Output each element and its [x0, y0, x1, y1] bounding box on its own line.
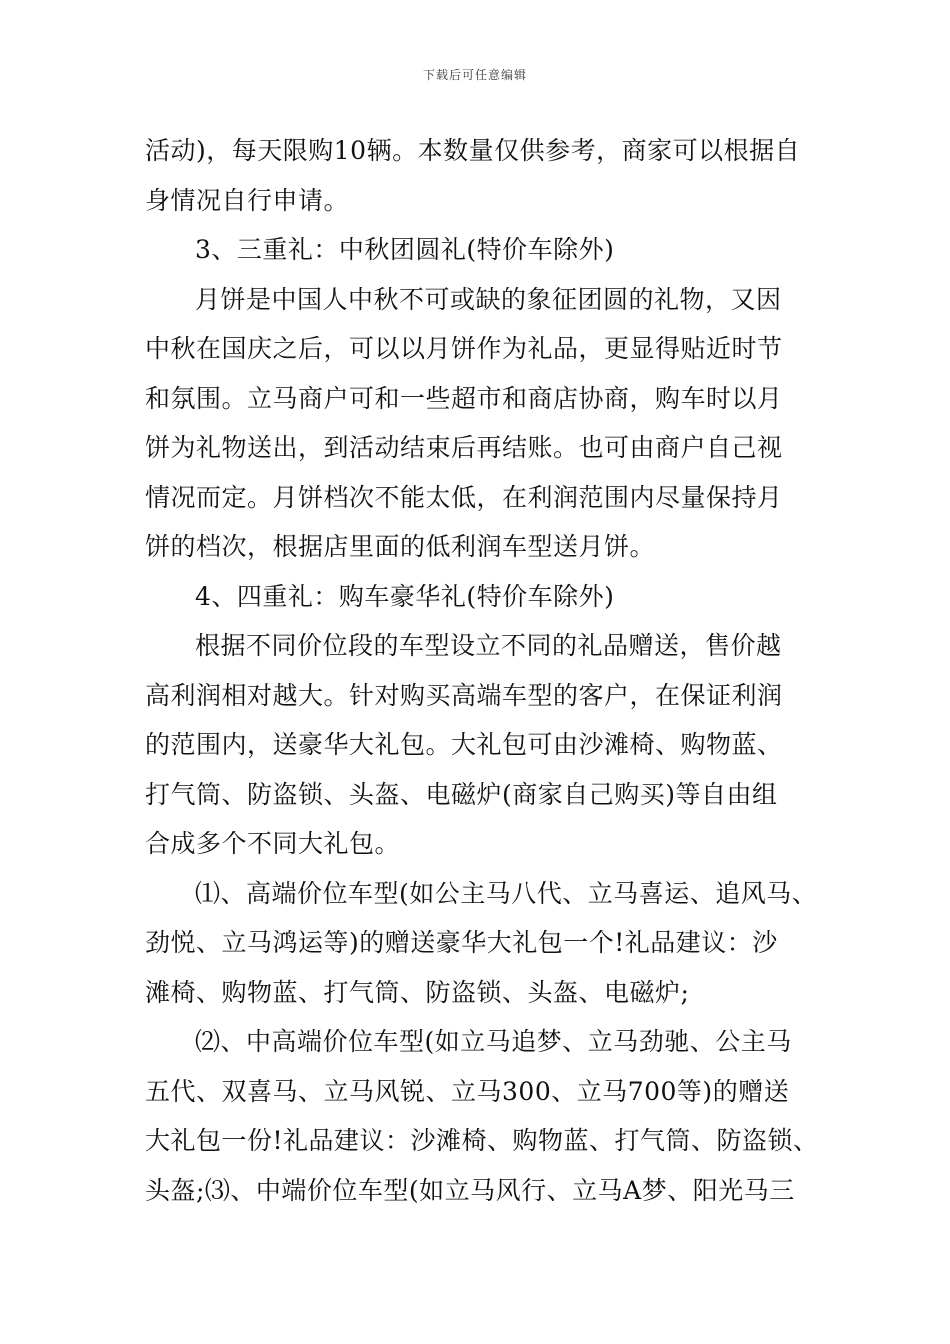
text-line: 打气筒、防盗锁、头盔、电磁炉(商家自己购买)等自由组 — [145, 779, 778, 809]
text-line: 情况而定。月饼档次不能太低，在利润范围内尽量保持月 — [145, 482, 783, 512]
text-line: 身情况自行申请。 — [145, 185, 350, 215]
page-header: 下载后可任意编辑 — [422, 68, 527, 82]
text-line: 大礼包一份!礼品建议：沙滩椅、购物蓝、打气筒、防盗锁、 — [145, 1126, 819, 1155]
text-line: 滩椅、购物蓝、打气筒、防盗锁、头盔、电磁炉; — [145, 977, 690, 1007]
section-heading-4: 4、四重礼：购车豪华礼(特价车除外) — [195, 581, 615, 611]
text-line: 五代、双喜马、立马风锐、立马300、立马700等)的赠送 — [145, 1076, 790, 1106]
list-item-2: ⑵、中高端价位车型(如立马追梦、立马劲驰、公主马 — [195, 1027, 792, 1056]
text-line: 的范围内，送豪华大礼包。大礼包可由沙滩椅、购物蓝、 — [145, 730, 783, 759]
text-line: 劲悦、立马鸿运等)的赠送豪华大礼包一个!礼品建议：沙 — [145, 928, 778, 957]
text-line: 月饼是中国人中秋不可或缺的象征团圆的礼物，又因 — [195, 284, 782, 314]
text-line: 合成多个不同大礼包。 — [145, 829, 401, 858]
text-line: 根据不同价位段的车型设立不同的礼品赠送，售价越 — [195, 631, 782, 660]
text-line: 中秋在国庆之后，可以以月饼作为礼品，更显得贴近时节 — [145, 334, 783, 363]
text-line: 饼为礼物送出，到活动结束后再结账。也可由商户自己视 — [145, 433, 783, 462]
text-line: 头盔;⑶、中端价位车型(如立马风行、立马A梦、阳光马三 — [145, 1175, 795, 1205]
list-item-1: ⑴、高端价位车型(如公主马八代、立马喜运、追风马、 — [195, 878, 818, 908]
section-heading-3: 3、三重礼：中秋团圆礼(特价车除外) — [195, 235, 615, 264]
text-line: 饼的档次，根据店里面的低利润车型送月饼。 — [145, 532, 656, 561]
text-line: 活动)，每天限购10辆。本数量仅供参考，商家可以根据自 — [145, 136, 801, 165]
document-body — [145, 126, 825, 1215]
text-line: 高利润相对越大。针对购买高端车型的客户，在保证利润 — [145, 680, 783, 710]
text-line: 和氛围。立马商户可和一些超市和商店协商，购车时以月 — [145, 383, 783, 413]
